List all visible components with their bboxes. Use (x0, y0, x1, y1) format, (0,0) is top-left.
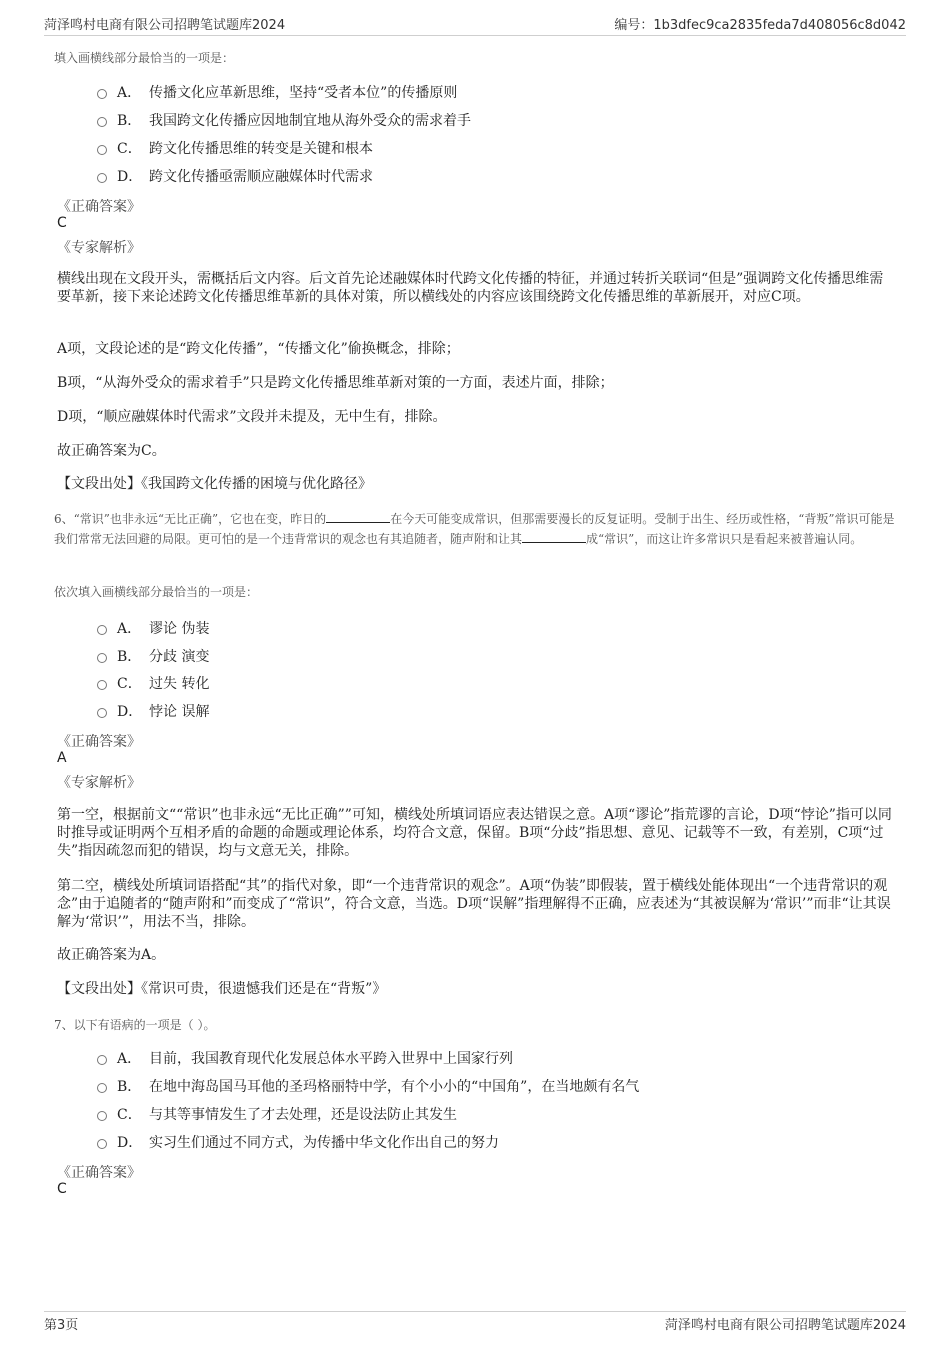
q6-option-d[interactable]: D． 悖论 误解 (97, 700, 209, 722)
q5-option-c[interactable]: C． 跨文化传播思维的转变是关键和根本 (97, 137, 373, 159)
q5-analysis-label: 《专家解析》 (57, 240, 141, 256)
radio-icon[interactable] (97, 145, 107, 155)
q7-option-a[interactable]: A． 目前，我国教育现代化发展总体水平跨入世界中上国家行列 (97, 1047, 513, 1069)
radio-icon[interactable] (97, 1111, 107, 1121)
q6-analysis-label: 《专家解析》 (57, 775, 141, 791)
radio-icon[interactable] (97, 89, 107, 99)
q5-option-d[interactable]: D． 跨文化传播亟需顺应融媒体时代需求 (97, 165, 373, 187)
q5-source: 【文段出处】《我国跨文化传播的困境与优化路径》 (57, 476, 372, 492)
q5-analysis-5: 故正确答案为C。 (57, 443, 166, 459)
q6-analysis-2: 第二空，横线处所填词语搭配“其”的指代对象，即“一个违背常识的观念”。A项“伪装”即假装，置于横线处能体现出“一个违背常识的观念”由于追随者的“随声附和”而变成了“常识”，符合文意，当选。D项“误解”指理解得不正确，应表述为“其被误解为‘常识’”而非“让其误解为‘常识’”，用法不当，排除。 (57, 878, 891, 930)
blank-line (326, 512, 390, 523)
q5-analysis-3: B项，“从海外受众的需求着手”只是跨文化传播思维革新对策的一方面，表述片面，排除； (57, 375, 614, 391)
q7-option-d[interactable]: D． 实习生们通过不同方式，为传播中华文化作出自己的努力 (97, 1131, 499, 1153)
q5-option-a[interactable]: A． 传播文化应革新思维，坚持“受者本位”的传播原则 (97, 81, 457, 103)
q7-answer: C (57, 1181, 67, 1197)
q6-option-c[interactable]: C． 过失 转化 (97, 672, 209, 694)
radio-icon[interactable] (97, 117, 107, 127)
q7-option-b[interactable]: B． 在地中海岛国马耳他的圣玛格丽特中学，有个小小的“中国角”，在当地颇有名气 (97, 1075, 639, 1097)
page-footer (44, 1314, 906, 1334)
document-id: 编号：1b3dfec9ca2835feda7d408056c8d042 (614, 18, 906, 33)
q7-correct-label: 《正确答案》 (57, 1165, 141, 1181)
q6-option-a[interactable]: A． 谬论 伪装 (97, 617, 209, 639)
radio-icon[interactable] (97, 680, 107, 690)
radio-icon[interactable] (97, 653, 107, 663)
q5-correct-label: 《正确答案》 (57, 199, 141, 215)
q5-option-b[interactable]: B． 我国跨文化传播应因地制宜地从海外受众的需求着手 (97, 109, 471, 131)
radio-icon[interactable] (97, 1055, 107, 1065)
radio-icon[interactable] (97, 708, 107, 718)
radio-icon[interactable] (97, 173, 107, 183)
footer-divider (44, 1311, 906, 1312)
q5-prompt: 填入画横线部分最恰当的一项是： (54, 51, 235, 65)
q6-analysis-1: 第一空，根据前文““常识”也非永远“无比正确””可知，横线处所填词语应表达错误之意。A项“谬论”指荒谬的言论，D项“悖论”指可以同时推导或证明两个互相矛盾的命题的命题或理论体系，均符合文意，保留。B项“分歧”指思想、意见、记载等不一致，有差别，C项“过失”指因疏忽而犯的错误，均与文意无关，排除。 (57, 807, 892, 859)
page-header (44, 14, 906, 34)
q6-analysis-3: 故正确答案为A。 (57, 947, 166, 963)
radio-icon[interactable] (97, 625, 107, 635)
header-divider (44, 35, 906, 36)
footer-title: 菏泽鸣村电商有限公司招聘笔试题库2024 (664, 1318, 906, 1333)
q5-answer: C (57, 215, 67, 231)
q7-option-c[interactable]: C． 与其等事情发生了才去处理，还是设法防止其发生 (97, 1103, 457, 1125)
blank-line (522, 532, 586, 543)
q5-analysis-1: 横线出现在文段开头，需概括后文内容。后文首先论述融媒体时代跨文化传播的特征，并通过转折关联词“但是”强调跨文化传播思维需要革新，接下来论述跨文化传播思维革新的具体对策，所以横线处的内容应该围绕跨文化传播思维的革新展开，对应C项。 (57, 271, 884, 305)
radio-icon[interactable] (97, 1083, 107, 1093)
header-title: 菏泽鸣村电商有限公司招聘笔试题库2024 (44, 18, 286, 33)
q6-correct-label: 《正确答案》 (57, 734, 141, 750)
q5-analysis-4: D项，“顺应融媒体时代需求”文段并未提及，无中生有，排除。 (57, 409, 447, 425)
q6-option-b[interactable]: B． 分歧 演变 (97, 645, 209, 667)
radio-icon[interactable] (97, 1139, 107, 1149)
q6-answer: A (57, 750, 67, 766)
q5-analysis-2: A项，文段论述的是“跨文化传播”，“传播文化”偷换概念，排除； (57, 341, 460, 357)
q6-stem: 6、“常识”也非永远“无比正确”，它也在变，昨日的 在今天可能变成常识，但那需要漫长的反复证明。受制于出生、经历或性格，“背叛”常识可能是我们常常无法回避的局限。更可怕的是一个违背常识的观念也有其追随者，随声附和让其 成“常识”，而这让许多常识只是看起来被普遍认同。 (54, 512, 895, 546)
q7-stem: 7、以下有语病的一项是（ ）。 (54, 1018, 216, 1032)
q6-prompt: 依次填入画横线部分最恰当的一项是： (54, 585, 259, 599)
page-number: 第3页 (44, 1318, 79, 1333)
q6-source: 【文段出处】《常识可贵，很遗憾我们还是在“背叛”》 (57, 981, 387, 997)
